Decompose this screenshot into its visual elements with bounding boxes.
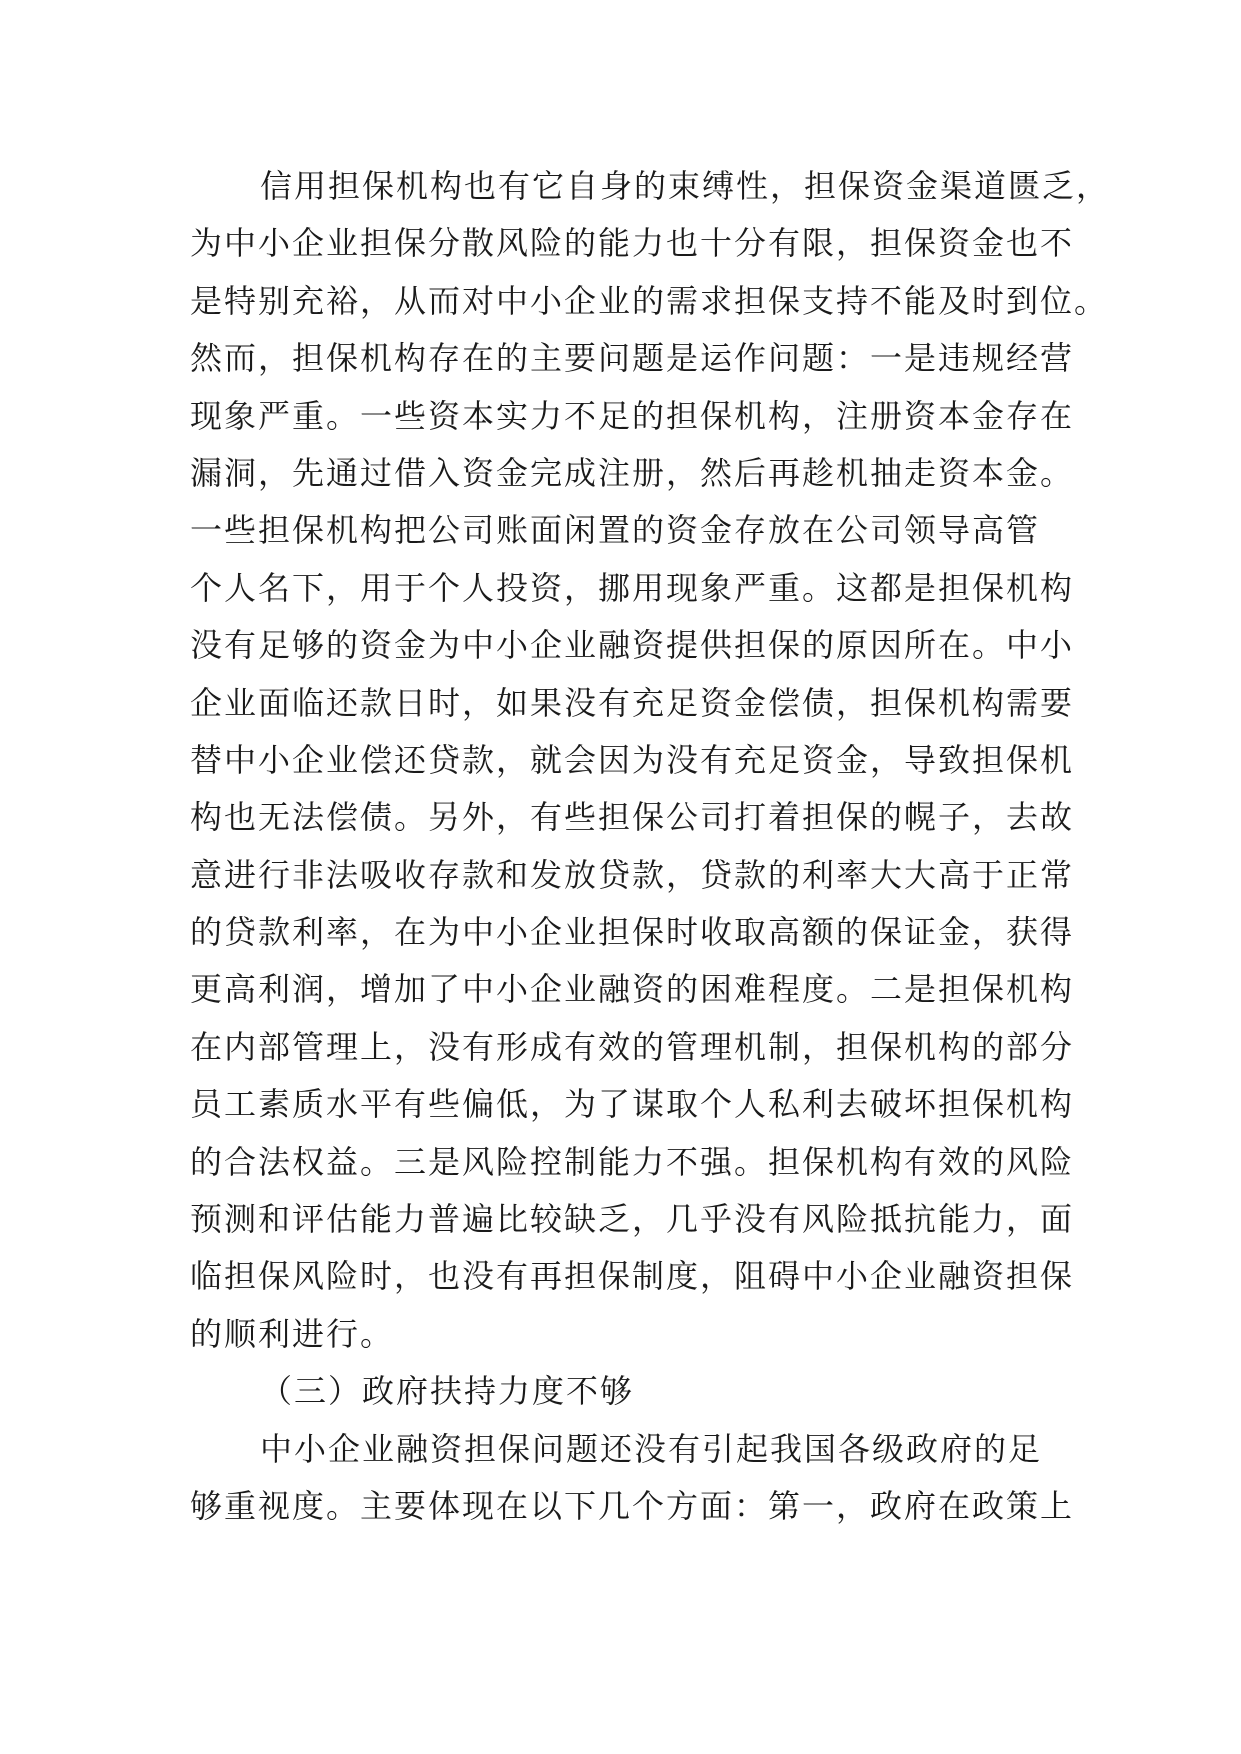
paragraph-line: 个人名下，用于个人投资，挪用现象严重。这都是担保机构 <box>190 568 1075 607</box>
paragraph-line: 替中小企业偿还贷款，就会因为没有充足资金，导致担保机 <box>190 740 1075 779</box>
section-heading: （三）政府扶持力度不够 <box>260 1372 635 1411</box>
paragraph-line: 企业面临还款日时，如果没有充足资金偿债，担保机构需要 <box>190 683 1075 722</box>
paragraph-line: 够重视度。主要体现在以下几个方面：第一，政府在政策上 <box>190 1486 1075 1525</box>
paragraph-line: 的顺利进行。 <box>190 1314 395 1353</box>
paragraph-line: 预测和评估能力普遍比较缺乏，几乎没有风险抵抗能力，面 <box>190 1200 1075 1239</box>
paragraph-line: 然而，担保机构存在的主要问题是运作问题：一是违规经营 <box>190 339 1075 378</box>
paragraph-line: 为中小企业担保分散风险的能力也十分有限，担保资金也不 <box>190 224 1075 263</box>
paragraph-line: 员工素质水平有些偏低，为了谋取个人私利去破坏担保机构 <box>190 1085 1075 1124</box>
paragraph-line: 在内部管理上，没有形成有效的管理机制，担保机构的部分 <box>190 1027 1075 1066</box>
paragraph-line: 更高利润，增加了中小企业融资的困难程度。二是担保机构 <box>190 970 1075 1009</box>
paragraph-line: 是特别充裕，从而对中小企业的需求担保支持不能及时到位。 <box>190 281 1109 320</box>
paragraph-line: 意进行非法吸收存款和发放贷款，贷款的利率大大高于正常 <box>190 855 1075 894</box>
paragraph-line: 现象严重。一些资本实力不足的担保机构，注册资本金存在 <box>190 396 1075 435</box>
paragraph-line: 信用担保机构也有它自身的束缚性，担保资金渠道匮乏， <box>260 167 1111 205</box>
paragraph-line: 的贷款利率，在为中小企业担保时收取高额的保证金，获得 <box>190 913 1075 952</box>
paragraph-line: 中小企业融资担保问题还没有引起我国各级政府的足 <box>260 1429 1043 1468</box>
paragraph-line: 构也无法偿债。另外，有些担保公司打着担保的幌子，去故 <box>190 798 1075 837</box>
body-text <box>190 158 1111 1535</box>
paragraph-line: 漏洞，先通过借入资金完成注册，然后再趁机抽走资本金。 <box>190 453 1075 492</box>
paragraph-line: 的合法权益。三是风险控制能力不强。担保机构有效的风险 <box>190 1142 1075 1181</box>
paragraph-line: 没有足够的资金为中小企业融资提供担保的原因所在。中小 <box>190 626 1075 665</box>
paragraph-line: 一些担保机构把公司账面闲置的资金存放在公司领导高管 <box>190 511 1041 550</box>
paragraph-line: 临担保风险时，也没有再担保制度，阻碍中小企业融资担保 <box>190 1257 1075 1296</box>
